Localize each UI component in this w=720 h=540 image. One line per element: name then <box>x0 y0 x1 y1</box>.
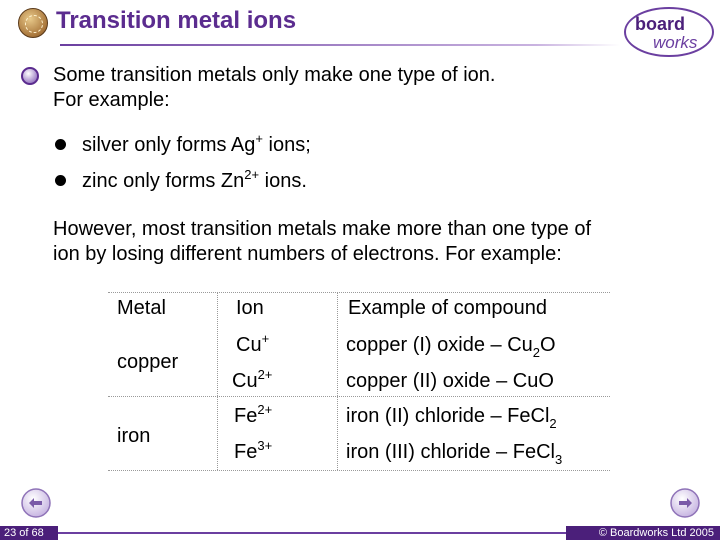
example-silver-text: silver only forms Ag <box>82 134 256 156</box>
however-line-1: However, most transition metals make more than one type of <box>53 218 592 240</box>
compound-name: copper (II) oxide – CuO <box>346 370 554 392</box>
table-divider <box>108 396 610 397</box>
intro-line-1: Some transition metals only make one type of ion. <box>53 64 496 86</box>
intro-line-2: For example: <box>53 89 170 111</box>
metal-iron: iron <box>117 425 151 447</box>
compound-copper-i-oxide <box>346 334 556 360</box>
header-ion: Ion <box>236 297 264 319</box>
page-counter: 23 of 68 <box>0 526 58 540</box>
ion-symbol: Cu <box>232 370 258 392</box>
compound-name: iron (II) chloride – FeCl <box>346 405 550 427</box>
next-slide-button[interactable] <box>669 487 701 519</box>
ion-charge: 2+ <box>257 367 273 382</box>
header-compound: Example of compound <box>348 297 548 319</box>
compound-subscript: 2 <box>532 345 540 360</box>
ion-symbol: Cu <box>236 334 262 356</box>
compound-iron-iii-chloride <box>346 441 563 467</box>
however-text <box>53 217 591 267</box>
ion-fe-2 <box>234 402 273 428</box>
compound-copper-ii-oxide <box>346 370 554 393</box>
compound-iron-ii-chloride <box>346 405 557 431</box>
logo-text-works: works <box>653 33 698 52</box>
compound-suffix: O <box>540 334 556 356</box>
header-metal: Metal <box>117 297 166 319</box>
example-zinc-charge: 2+ <box>244 167 260 182</box>
chemistry-badge-icon <box>18 8 48 38</box>
ion-symbol: Fe <box>234 441 258 463</box>
list-bullet-icon <box>55 175 66 186</box>
table-divider <box>108 292 610 293</box>
ion-charge: 3+ <box>257 438 273 453</box>
ion-charge: 2+ <box>257 402 273 417</box>
compound-name: copper (I) oxide – Cu <box>346 334 533 356</box>
ion-cu-1 <box>236 331 270 357</box>
metal-copper: copper <box>117 351 179 373</box>
compound-name: iron (III) chloride – FeCl <box>346 441 555 463</box>
example-silver-charge: + <box>255 131 263 146</box>
logo-text-board: board <box>635 14 686 34</box>
example-zinc <box>82 167 307 193</box>
table-divider <box>217 292 218 470</box>
ion-fe-3 <box>234 438 273 464</box>
copyright-text: © Boardworks Ltd 2005 <box>566 526 720 540</box>
example-zinc-suffix: ions. <box>259 170 307 192</box>
however-line-2: ion by losing different numbers of electrons. For example: <box>53 243 562 265</box>
ion-symbol: Fe <box>234 405 258 427</box>
ion-charge: + <box>261 331 270 346</box>
bullet-icon <box>20 66 40 86</box>
list-bullet-icon <box>55 139 66 150</box>
footer-divider <box>58 532 566 534</box>
ion-cu-2 <box>232 367 273 393</box>
page-title: Transition metal ions <box>56 7 297 34</box>
title-underline <box>60 44 620 46</box>
example-silver-suffix: ions; <box>262 134 311 156</box>
example-zinc-text: zinc only forms Zn <box>82 170 245 192</box>
intro-text <box>53 63 495 113</box>
previous-slide-button[interactable] <box>20 487 52 519</box>
table-divider <box>108 470 610 471</box>
compound-subscript: 3 <box>554 452 563 467</box>
boardworks-logo <box>623 6 715 58</box>
example-silver <box>82 131 311 157</box>
table-divider <box>337 292 338 470</box>
compound-subscript: 2 <box>549 416 557 431</box>
